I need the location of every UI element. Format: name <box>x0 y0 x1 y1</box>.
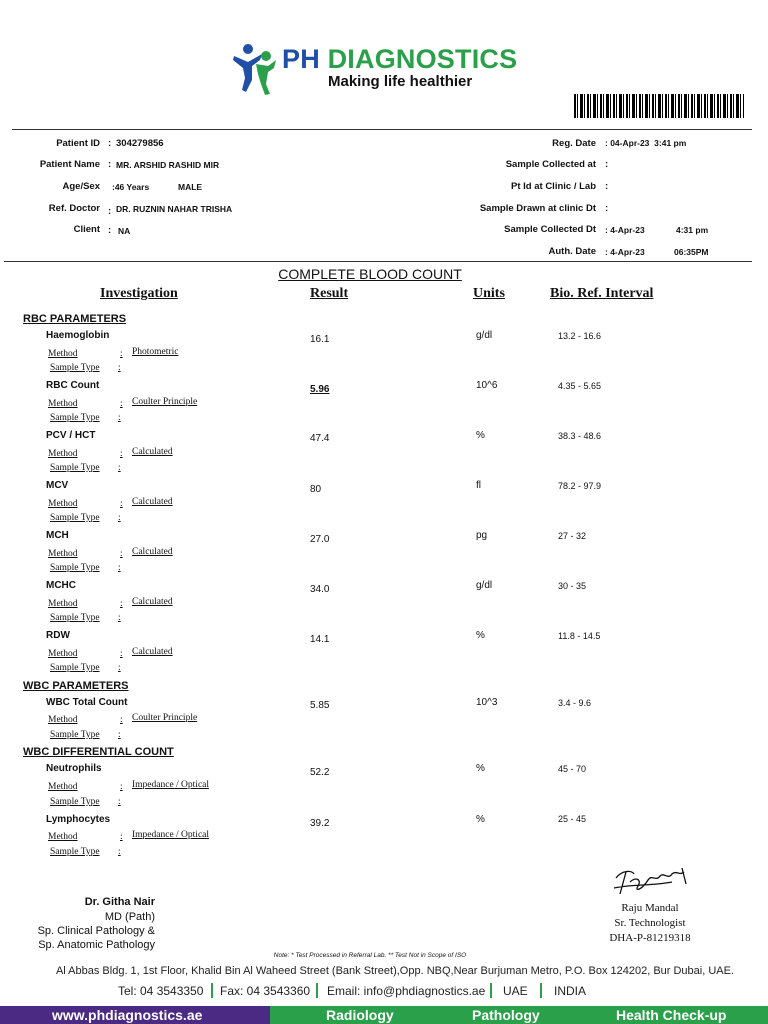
sample-type-label: Sample Type <box>50 513 100 523</box>
test-name: WBC Total Count <box>46 697 128 708</box>
colon: : <box>118 413 121 423</box>
test-result: 14.1 <box>310 634 330 645</box>
colon: : <box>108 225 112 236</box>
colon: : <box>118 847 121 857</box>
method-label: Method <box>48 782 78 792</box>
colon: : <box>120 499 123 509</box>
test-result: 47.4 <box>310 433 330 444</box>
sample-type-label: Sample Type <box>50 363 100 373</box>
test-unit: % <box>476 814 485 825</box>
report-title: COMPLETE BLOOD COUNT <box>278 266 462 282</box>
method-label: Method <box>48 499 78 509</box>
col-result: Result <box>310 286 349 301</box>
test-unit: 10^3 <box>476 697 498 708</box>
test-ref-interval: 45 - 70 <box>558 764 587 774</box>
test-name: RBC Count <box>46 380 100 391</box>
doctor-qualification: MD (Path) <box>104 911 155 923</box>
method-label: Method <box>48 399 78 409</box>
colon: : <box>120 599 123 609</box>
sample-type-label: Sample Type <box>50 413 100 423</box>
patient-name: MR. ARSHID RASHID MIR <box>116 160 220 170</box>
footer-tel: Tel: 04 3543350 <box>118 984 204 998</box>
doctor-name: Dr. Githa Nair <box>84 896 155 908</box>
test-name: MCHC <box>46 580 76 591</box>
separator <box>540 983 542 998</box>
ref-doctor: DR. RUZNIN NAHAR TRISHA <box>116 204 233 214</box>
sample-type-label: Sample Type <box>50 797 100 807</box>
colon: : <box>120 832 123 842</box>
sample-drawn-label: Sample Drawn at clinic Dt <box>479 203 596 214</box>
colon: : <box>108 138 112 149</box>
test-name: RDW <box>46 630 70 641</box>
test-name: Lymphocytes <box>46 814 111 825</box>
separator <box>490 983 492 998</box>
method-label: Method <box>48 832 78 842</box>
method-label: Method <box>48 549 78 559</box>
method-value: Calculated <box>132 597 173 607</box>
sample-type-label: Sample Type <box>50 613 100 623</box>
section-wbc: WBC PARAMETERS <box>23 680 129 692</box>
separator <box>211 983 213 998</box>
colon: : <box>118 463 121 473</box>
col-ref-interval: Bio. Ref. Interval <box>550 286 654 301</box>
colon: : <box>118 663 121 673</box>
pt-id-clinic-label: Pt Id at Clinic / Lab <box>511 181 596 192</box>
colon: : <box>120 449 123 459</box>
test-ref-interval: 30 - 35 <box>558 581 587 591</box>
colon: : <box>118 613 121 623</box>
footer-pathology[interactable]: Pathology <box>420 1006 566 1024</box>
colon: : <box>118 513 121 523</box>
section-rbc: RBC PARAMETERS <box>23 313 127 325</box>
colon: : <box>118 797 121 807</box>
method-label: Method <box>48 449 78 459</box>
reg-date: : 04-Apr-23 3:41 pm <box>605 138 687 148</box>
sample-type-label: Sample Type <box>50 730 100 740</box>
footer-address: Al Abbas Bldg. 1, 1st Floor, Khalid Bin Al Waheed Street (Bank Street),Opp. NBQ,Near Burjuman Metro, P.O. Box 124202, Bur Dubai, UAE. <box>55 965 735 977</box>
method-value: Calculated <box>132 497 173 507</box>
auth-time: 06:35PM <box>674 247 709 257</box>
brand-tagline: Making life healthier <box>328 73 473 90</box>
colon: : <box>605 203 609 214</box>
patient-id: 304279856 <box>116 138 164 149</box>
method-label: Method <box>48 599 78 609</box>
sample-collected-at-label: Sample Collected at <box>505 159 596 170</box>
sample-collected-time: 4:31 pm <box>676 225 709 235</box>
colon: : <box>120 549 123 559</box>
ref-doctor-label: Ref. Doctor <box>48 203 100 214</box>
test-name: PCV / HCT <box>46 430 96 441</box>
test-ref-interval: 25 - 45 <box>558 814 587 824</box>
test-ref-interval: 4.35 - 5.65 <box>558 381 602 391</box>
test-result: 16.1 <box>310 334 330 345</box>
doctor-specialty-1: Sp. Clinical Pathology & <box>37 925 155 937</box>
method-value: Calculated <box>132 647 173 657</box>
test-result: 80 <box>310 484 322 495</box>
test-result: 5.85 <box>310 700 330 711</box>
colon: : <box>118 730 121 740</box>
colon: : <box>120 399 123 409</box>
test-result: 52.2 <box>310 767 330 778</box>
footer-fax: Fax: 04 3543360 <box>220 984 311 998</box>
colon: : <box>118 363 121 373</box>
method-value: Impedance / Optical <box>132 780 210 790</box>
separator <box>316 983 318 998</box>
patient-sex: MALE <box>178 182 203 192</box>
patient-id-label: Patient ID <box>56 138 100 149</box>
colon: : <box>118 563 121 573</box>
test-result-abnormal: 5.96 <box>310 384 330 395</box>
footer-country-india: INDIA <box>554 984 587 998</box>
test-name: MCV <box>46 480 69 491</box>
test-ref-interval: 38.3 - 48.6 <box>558 431 602 441</box>
section-wbc-differential: WBC DIFFERENTIAL COUNT <box>23 746 174 758</box>
client: NA <box>118 226 131 236</box>
test-name: Neutrophils <box>46 763 102 774</box>
footer-bar <box>0 1006 768 1024</box>
test-unit: % <box>476 630 485 641</box>
patient-age: :46 Years <box>112 182 150 192</box>
test-name: MCH <box>46 530 69 541</box>
header-rule <box>12 129 752 130</box>
reg-date-label: Reg. Date <box>552 138 596 149</box>
patient-name-label: Patient Name <box>39 159 100 170</box>
method-label: Method <box>48 349 78 359</box>
technologist-name: Raju Mandal <box>621 902 679 914</box>
test-unit: % <box>476 430 485 441</box>
method-value: Calculated <box>132 447 173 457</box>
method-value: Coulter Principle <box>132 397 198 407</box>
colon: : <box>120 715 123 725</box>
test-ref-interval: 11.8 - 14.5 <box>558 631 601 641</box>
test-unit: 10^6 <box>476 380 498 391</box>
test-unit: % <box>476 763 485 774</box>
sample-type-label: Sample Type <box>50 563 100 573</box>
method-value: Coulter Principle <box>132 713 198 723</box>
auth-date-label: Auth. Date <box>548 246 596 257</box>
method-label: Method <box>48 649 78 659</box>
colon: : <box>120 349 123 359</box>
test-ref-interval: 27 - 32 <box>558 531 587 541</box>
col-investigation: Investigation <box>100 286 178 301</box>
footer-email[interactable]: Email: info@phdiagnostics.ae <box>327 984 486 998</box>
footer-website[interactable]: www.phdiagnostics.ae <box>0 1006 270 1024</box>
colon: : <box>108 159 112 170</box>
test-unit: pg <box>476 530 488 541</box>
colon: : <box>605 181 609 192</box>
colon: : <box>120 782 123 792</box>
test-name: Haemoglobin <box>46 330 110 341</box>
doctor-specialty-2: Sp. Anatomic Pathology <box>38 939 155 951</box>
barcode <box>574 94 744 118</box>
method-value: Photometric <box>132 347 179 357</box>
logo-figures-icon <box>230 42 280 96</box>
colon: : <box>605 159 609 170</box>
test-unit: g/dl <box>476 580 493 591</box>
technologist-title: Sr. Technologist <box>614 917 686 929</box>
sample-collected-dt: : 4-Apr-23 <box>605 225 645 235</box>
test-result: 39.2 <box>310 818 330 829</box>
test-unit: fl <box>476 480 481 491</box>
footer-country-uae: UAE <box>503 984 528 998</box>
method-value: Calculated <box>132 547 173 557</box>
test-ref-interval: 13.2 - 16.6 <box>558 331 602 341</box>
test-ref-interval: 3.4 - 9.6 <box>558 698 592 708</box>
footer-note: Note: * Test Processed in Referral Lab. ** Test Not in Scope of ISO <box>273 952 467 959</box>
sample-collected-dt-label: Sample Collected Dt <box>504 224 596 235</box>
footer-health-checkup[interactable]: Health Check-up <box>566 1006 768 1024</box>
test-result: 27.0 <box>310 534 330 545</box>
info-rule <box>4 261 752 262</box>
method-label: Method <box>48 715 78 725</box>
colon: : <box>120 649 123 659</box>
colon: : <box>108 206 112 217</box>
test-result: 34.0 <box>310 584 330 595</box>
brand-name: PH DIAGNOSTICS <box>282 44 518 74</box>
test-ref-interval: 78.2 - 97.9 <box>558 481 602 491</box>
test-unit: g/dl <box>476 330 493 341</box>
method-value: Impedance / Optical <box>132 830 210 840</box>
sample-type-label: Sample Type <box>50 463 100 473</box>
sample-type-label: Sample Type <box>50 847 100 857</box>
footer-radiology[interactable]: Radiology <box>270 1006 420 1024</box>
col-units: Units <box>473 286 505 301</box>
auth-date: : 4-Apr-23 <box>605 247 645 257</box>
client-label: Client <box>73 224 100 235</box>
age-sex-label: Age/Sex <box>62 181 100 192</box>
technologist-license: DHA-P-81219318 <box>609 932 691 944</box>
technologist-signature <box>612 864 692 898</box>
sample-type-label: Sample Type <box>50 663 100 673</box>
